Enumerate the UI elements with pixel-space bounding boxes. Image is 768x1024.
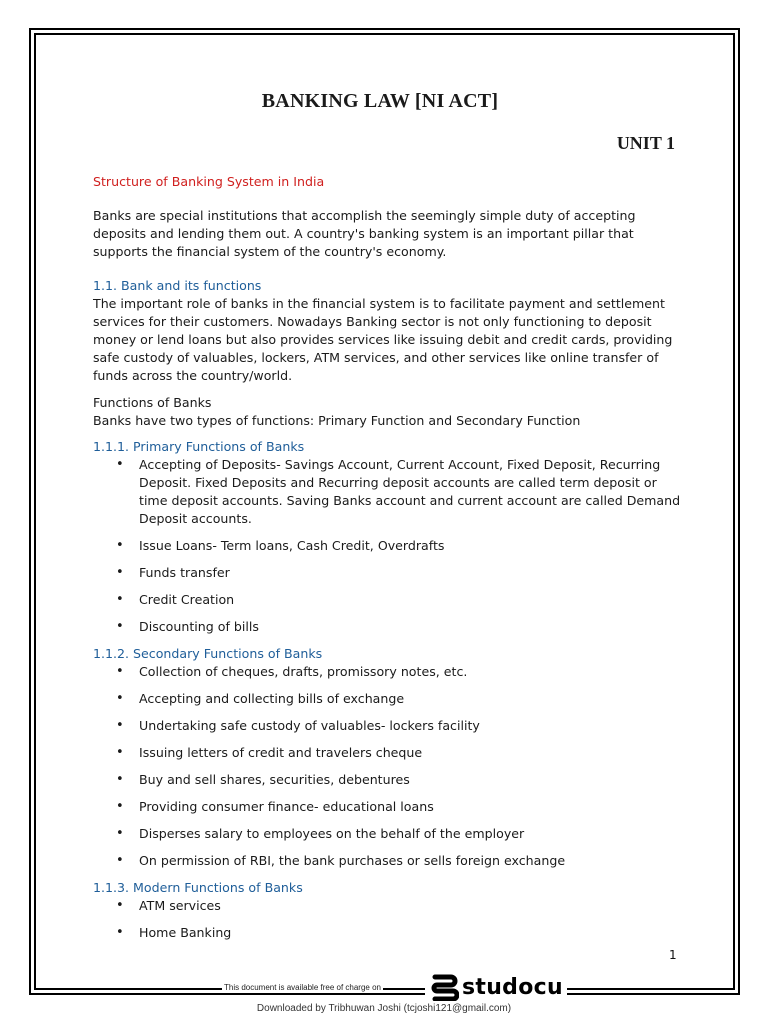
studocu-logo-icon: [429, 973, 459, 1001]
list-item: [93, 717, 683, 735]
list-item-text: Disperses salary to employees on the behalf of the employer: [139, 826, 525, 841]
modern-functions-list: [93, 897, 683, 942]
primary-functions-heading: 1.1.1. Primary Functions of Banks: [93, 439, 305, 454]
list-item-text: Funds transfer: [139, 565, 230, 580]
bullet-icon: •: [116, 898, 124, 913]
modern-functions-heading: 1.1.3. Modern Functions of Banks: [93, 880, 303, 895]
list-item-text: Undertaking safe custody of valuables- lockers facility: [139, 718, 480, 733]
list-item-text: Accepting of Deposits- Savings Account, Current Account, Fixed Deposit, Recurring Deposit. Fixed Deposits and Recurring deposit accounts are called term deposit or time deposit accounts. Saving Banks account and current account are called Demand Deposit accounts.: [139, 457, 681, 526]
page-number: 1: [669, 948, 677, 962]
secondary-functions-list: [93, 663, 683, 870]
section-heading: Structure of Banking System in India: [93, 174, 325, 189]
document-title: BANKING LAW [NI ACT]: [261, 90, 499, 112]
list-item: [93, 456, 683, 528]
list-item-text: Collection of cheques, drafts, promissory notes, etc.: [139, 664, 468, 679]
list-item-text: Issuing letters of credit and travelers cheque: [139, 745, 423, 760]
list-item-text: Buy and sell shares, securities, debentures: [139, 772, 410, 787]
list-item-text: ATM services: [139, 898, 221, 913]
list-item: [93, 537, 683, 555]
list-item: [93, 690, 683, 708]
list-item: [93, 798, 683, 816]
list-item: [93, 744, 683, 762]
bank-functions-paragraph: The important role of banks in the financial system is to facilitate payment and settlement services for their customers. Nowadays Banking sector is not only functioning to deposit money or lend loans but also provides services like issuing debit and credit cards, providing safe custody of valuables, lockers, ATM services, and other services like online transfer of funds across the country/world.: [93, 296, 673, 383]
primary-functions-list: [93, 456, 683, 636]
list-item: [93, 771, 683, 789]
bullet-icon: •: [116, 457, 124, 472]
bullet-icon: •: [116, 925, 124, 940]
list-item: [93, 897, 683, 915]
list-item: [93, 852, 683, 870]
bullet-icon: •: [116, 799, 124, 814]
list-item-text: Accepting and collecting bills of exchange: [139, 691, 405, 706]
document-body: [93, 86, 683, 951]
bullet-icon: •: [116, 718, 124, 733]
list-item-text: Discounting of bills: [139, 619, 259, 634]
studocu-brand[interactable]: [425, 972, 567, 1002]
bullet-icon: •: [116, 592, 124, 607]
bullet-icon: •: [116, 538, 124, 553]
list-item: [93, 591, 683, 609]
bullet-icon: •: [116, 826, 124, 841]
unit-label: UNIT 1: [616, 133, 675, 153]
bullet-icon: •: [116, 664, 124, 679]
footer-available-text: This document is available free of charge on: [224, 983, 381, 992]
list-item-text: Issue Loans- Term loans, Cash Credit, Overdrafts: [139, 538, 445, 553]
list-item-text: On permission of RBI, the bank purchases or sells foreign exchange: [139, 853, 566, 868]
bullet-icon: •: [116, 565, 124, 580]
list-item: [93, 618, 683, 636]
bullet-icon: •: [116, 691, 124, 706]
bullet-icon: •: [116, 772, 124, 787]
list-item-text: Credit Creation: [139, 592, 235, 607]
list-item-text: Home Banking: [139, 925, 232, 940]
list-item: [93, 663, 683, 681]
intro-paragraph: Banks are special institutions that accomplish the seemingly simple duty of accepting deposits and lending them out. A country's banking system is an important pillar that supports the financial system of the country's economy.: [93, 208, 636, 259]
list-item: [93, 825, 683, 843]
list-item: [93, 924, 683, 942]
bullet-icon: •: [116, 745, 124, 760]
list-item: [93, 564, 683, 582]
bullet-icon: •: [116, 853, 124, 868]
functions-of-banks-heading: Functions of Banks: [93, 395, 212, 410]
secondary-functions-heading: 1.1.2. Secondary Functions of Banks: [93, 646, 323, 661]
list-item-text: Providing consumer finance- educational loans: [139, 799, 434, 814]
bank-functions-heading: 1.1. Bank and its functions: [93, 278, 262, 293]
functions-of-banks-paragraph: Banks have two types of functions: Primary Function and Secondary Function: [93, 413, 581, 428]
download-notice: Downloaded by Tribhuwan Joshi (tcjoshi121@gmail.com): [256, 1003, 512, 1014]
brand-name: studocu: [462, 974, 563, 1000]
bullet-icon: •: [116, 619, 124, 634]
